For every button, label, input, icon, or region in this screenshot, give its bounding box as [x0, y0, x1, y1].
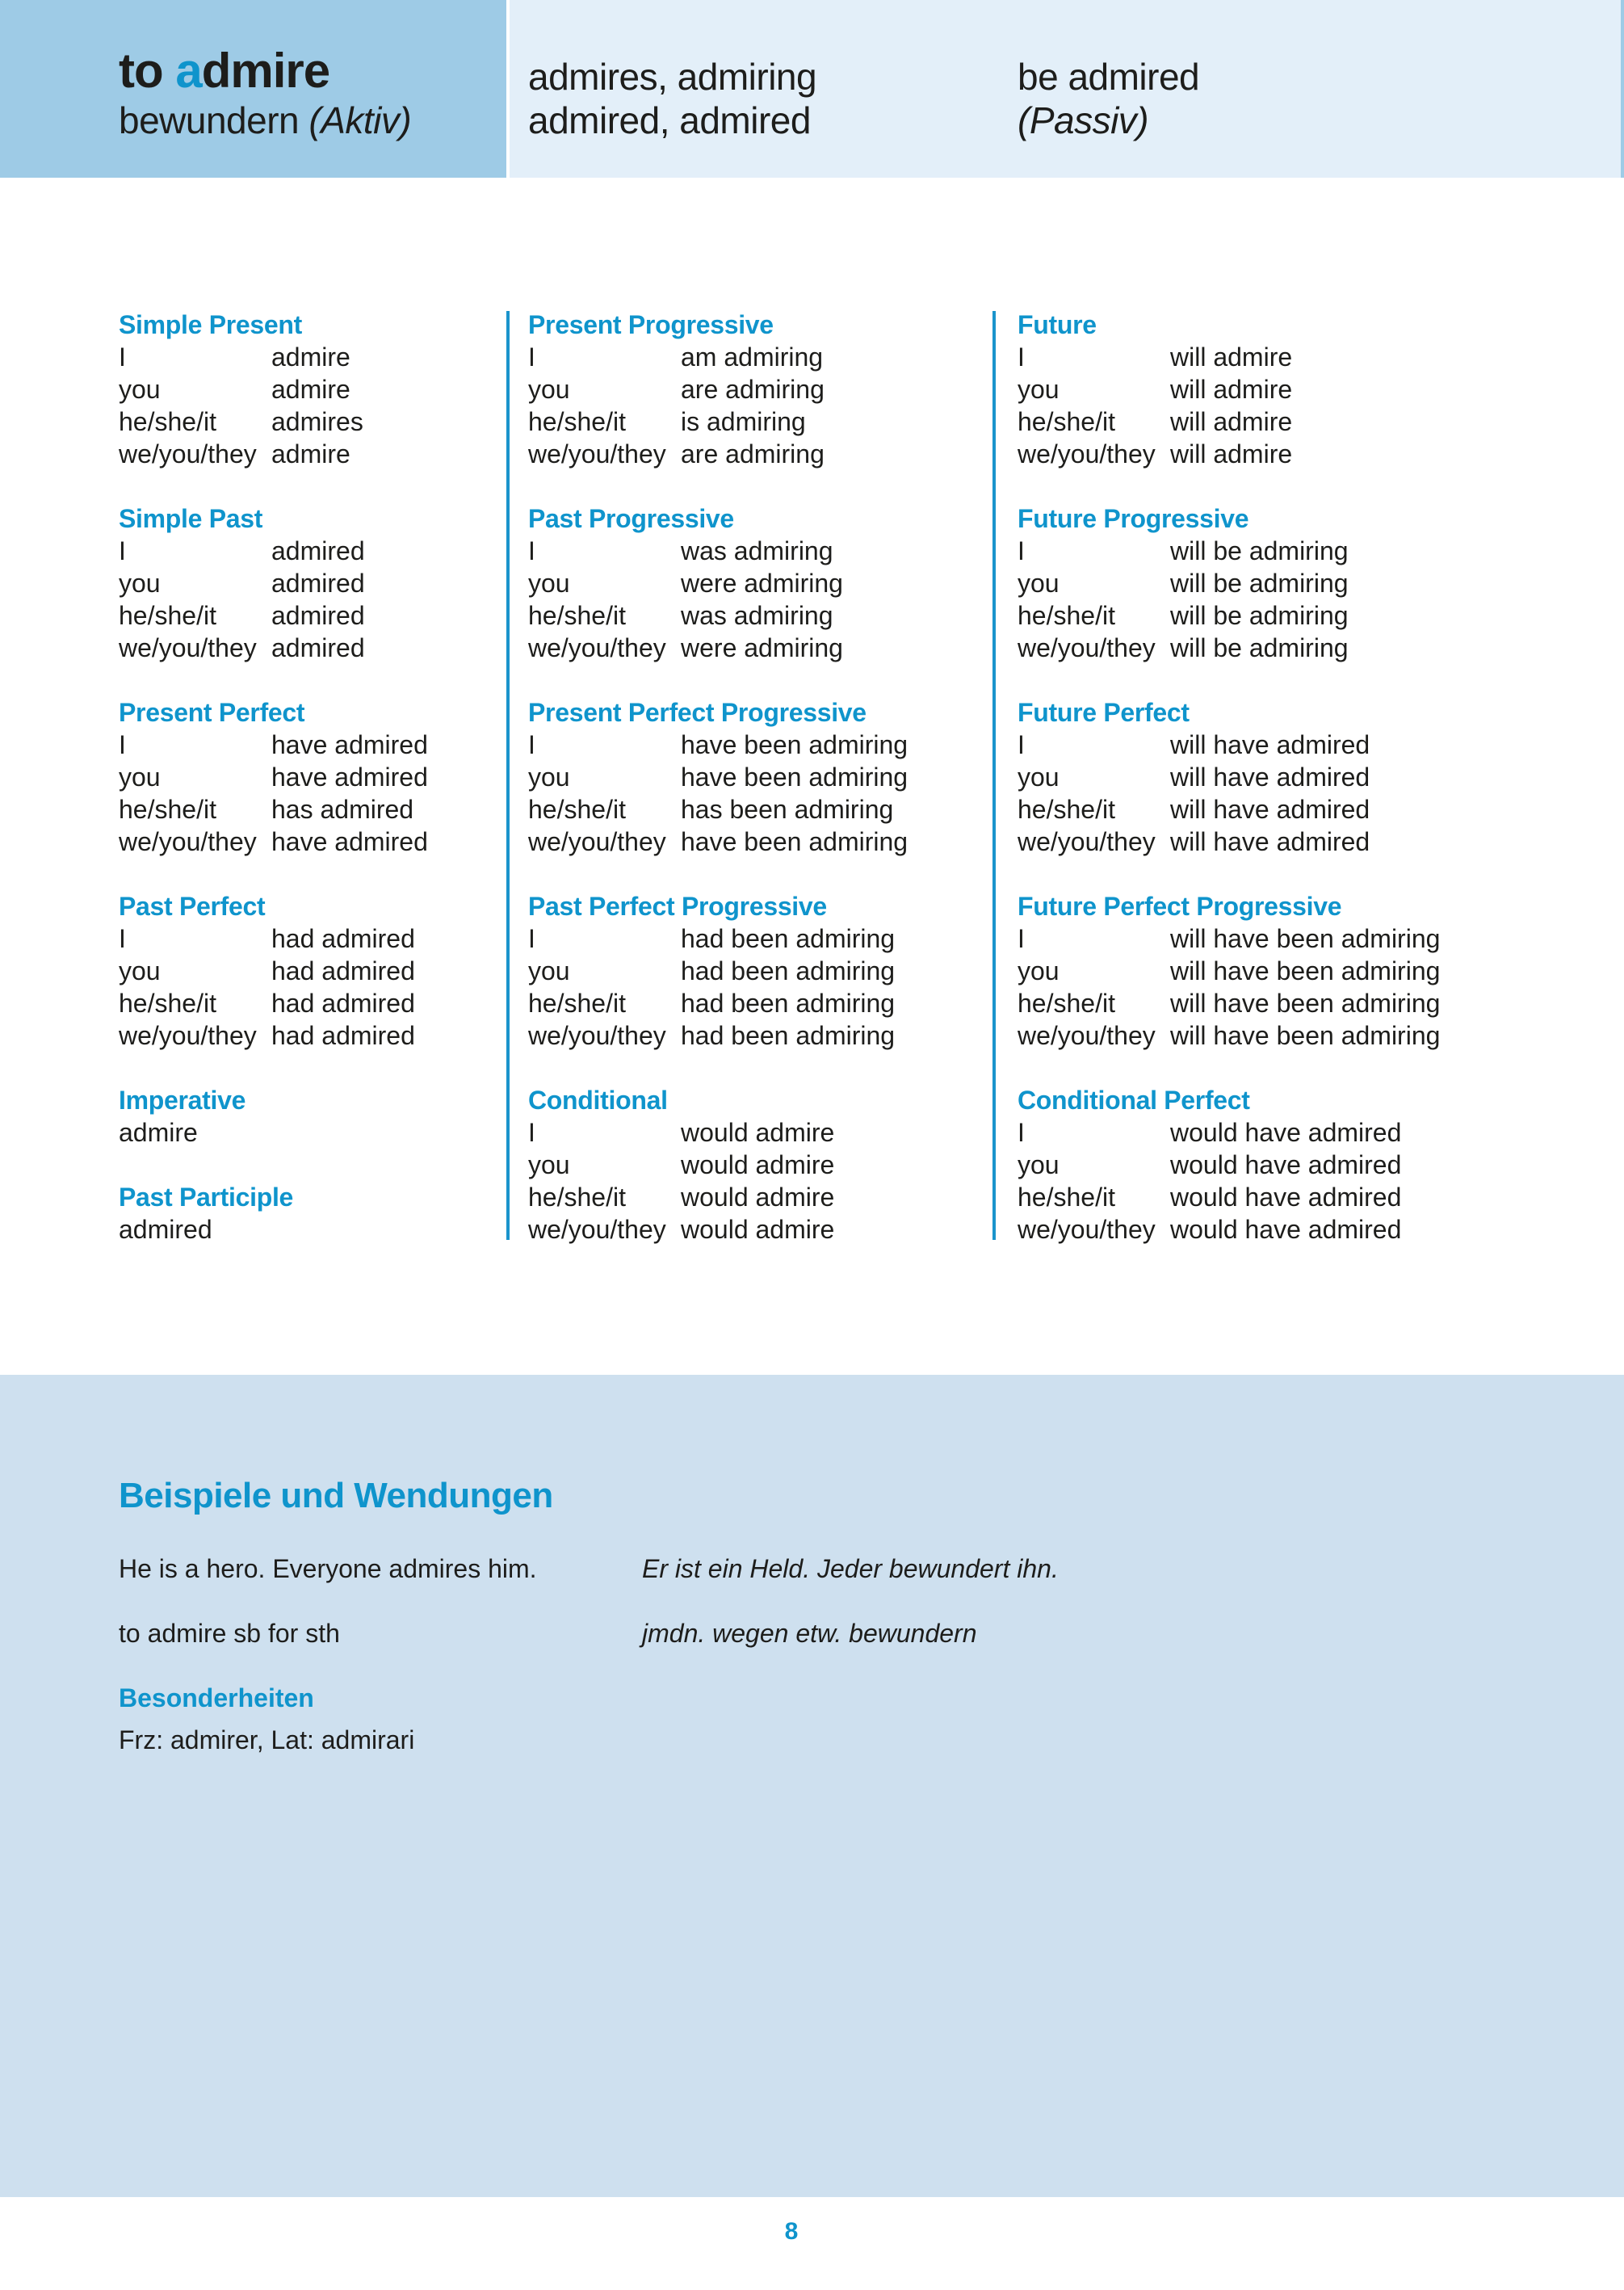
verb-form: had been admiring [681, 1021, 896, 1050]
verb-form: had been admiring [681, 924, 896, 953]
conjugation-row [1018, 1019, 1583, 1052]
conjugation-row [528, 373, 997, 405]
tense-block-imperative [119, 1084, 506, 1149]
tense-title: Future [1018, 310, 1097, 339]
tense-block [528, 890, 997, 1052]
conjugation-row [1018, 341, 1583, 373]
verb-form: admire [271, 439, 350, 469]
conjugation-row [119, 341, 506, 373]
verb-form: will admire [1170, 407, 1293, 436]
pronoun: you [119, 763, 161, 792]
conjugation-row [1018, 632, 1583, 664]
conjugation-row [528, 438, 997, 470]
pronoun: I [528, 924, 535, 953]
tense-title: Past Perfect [119, 892, 266, 921]
tense-title: Past Progressive [528, 504, 734, 533]
pronoun: we/you/they [528, 827, 666, 856]
pronoun: you [528, 1150, 570, 1179]
pronoun: we/you/they [1018, 1021, 1156, 1050]
pronoun: you [1018, 763, 1060, 792]
conjugation-row [528, 1149, 997, 1181]
pronoun: you [528, 763, 570, 792]
pronoun: I [119, 536, 126, 565]
pronoun: he/she/it [1018, 407, 1115, 436]
tense-block [1018, 1084, 1583, 1246]
conjugation-column-1 [119, 309, 506, 1278]
verb-title-rest: dmire [201, 44, 330, 98]
verb-form: have admired [271, 763, 428, 792]
verb-form: was admiring [681, 601, 833, 630]
tense-block [528, 502, 997, 664]
forms-line-2: admired, admired [528, 99, 811, 141]
conjugation-column-2 [528, 309, 997, 1278]
verb-form: had admired [271, 924, 415, 953]
conjugation-row [528, 535, 997, 567]
tense-title: Past Participle [119, 1183, 294, 1212]
verb-form: are admiring [681, 439, 825, 469]
conjugation-row [528, 922, 997, 955]
conjugation-row [528, 1116, 997, 1149]
pronoun: I [119, 730, 126, 759]
pronoun: you [1018, 956, 1060, 985]
verb-form: was admiring [681, 536, 833, 565]
tense-title: Simple Present [119, 310, 303, 339]
conjugation-row [119, 438, 506, 470]
pronoun: we/you/they [1018, 633, 1156, 662]
example-english: to admire sb for sth [119, 1619, 340, 1648]
pronoun: we/you/they [528, 439, 666, 469]
tense-block [119, 890, 506, 1052]
pronoun: he/she/it [119, 601, 216, 630]
pronoun: he/she/it [528, 1183, 626, 1212]
pronoun: we/you/they [119, 827, 257, 856]
pronoun: you [528, 569, 570, 598]
verb-form: had been admiring [681, 956, 896, 985]
conjugation-row [528, 567, 997, 599]
conjugation-row [1018, 793, 1583, 826]
conjugation-row [119, 373, 506, 405]
verb-form: will be admiring [1170, 601, 1349, 630]
conjugation-row [528, 1019, 997, 1052]
verb-form: had admired [271, 956, 415, 985]
conjugation-column-3 [1018, 309, 1583, 1278]
conjugation-row [1018, 987, 1583, 1019]
conjugation-row [1018, 599, 1583, 632]
conjugation-row [528, 761, 997, 793]
verb-form: will be admiring [1170, 536, 1349, 565]
conjugation-row [1018, 1149, 1583, 1181]
pronoun: we/you/they [1018, 439, 1156, 469]
verb-form: will have been admiring [1170, 1021, 1441, 1050]
tense-title: Conditional [528, 1086, 668, 1115]
conjugation-row [119, 535, 506, 567]
tense-block [119, 696, 506, 858]
tense-block [1018, 890, 1583, 1052]
example-english: He is a hero. Everyone admires him. [119, 1554, 537, 1583]
conjugation-row [119, 987, 506, 1019]
conjugation-row [528, 1181, 997, 1213]
conjugation-row [528, 793, 997, 826]
tense-title: Future Progressive [1018, 504, 1249, 533]
conjugation-row [119, 922, 506, 955]
verb-form: will have been admiring [1170, 956, 1441, 985]
pronoun: he/she/it [1018, 989, 1115, 1018]
verb-form: would have admired [1170, 1150, 1402, 1179]
tense-block [528, 1084, 997, 1246]
pronoun: he/she/it [528, 989, 626, 1018]
pronoun: I [1018, 730, 1025, 759]
conjugation-row [1018, 405, 1583, 438]
conjugation-row [119, 729, 506, 761]
tense-title: Present Perfect Progressive [528, 698, 867, 727]
verb-form: admired [271, 601, 365, 630]
pronoun: I [528, 342, 535, 372]
conjugation-row [1018, 1116, 1583, 1149]
special-notes-title: Besonderheiten [119, 1683, 314, 1712]
verb-form: admire [119, 1118, 198, 1147]
tense-title: Conditional Perfect [1018, 1086, 1250, 1115]
conjugation-row [119, 793, 506, 826]
verb-title-accent-letter: a [175, 44, 202, 98]
verb-form: would admire [681, 1118, 835, 1147]
verb-form: have been admiring [681, 730, 909, 759]
tense-block [1018, 696, 1583, 858]
pronoun: you [528, 956, 570, 985]
pronoun: I [1018, 342, 1025, 372]
verb-form: will admire [1170, 375, 1293, 404]
tense-title: Past Perfect Progressive [528, 892, 827, 921]
header-edge-stripe [1621, 0, 1624, 178]
conjugation-row [1018, 438, 1583, 470]
tense-block [1018, 502, 1583, 664]
conjugation-row [528, 1213, 997, 1246]
verb-form: admired [119, 1215, 212, 1244]
verb-form: is admiring [681, 407, 806, 436]
pronoun: we/you/they [1018, 1215, 1156, 1244]
pronoun: he/she/it [1018, 601, 1115, 630]
pronoun: he/she/it [528, 601, 626, 630]
tense-block [528, 309, 997, 470]
conjugation-row [1018, 922, 1583, 955]
verb-form: have admired [271, 730, 428, 759]
conjugation-row [119, 567, 506, 599]
pronoun: we/you/they [119, 439, 257, 469]
pronoun: he/she/it [1018, 795, 1115, 824]
conjugation-row [1018, 729, 1583, 761]
pronoun: he/she/it [119, 795, 216, 824]
verb-translation [119, 99, 411, 142]
tense-title: Simple Past [119, 504, 263, 533]
conjugation-row [119, 1019, 506, 1052]
conjugation-row [119, 405, 506, 438]
pronoun: you [119, 375, 161, 404]
tense-block [528, 696, 997, 858]
pronoun: I [119, 924, 126, 953]
tense-title: Present Perfect [119, 698, 305, 727]
conjugation-row [119, 761, 506, 793]
voice-active-label: (Aktiv) [308, 99, 412, 141]
verb-form: will have been admiring [1170, 989, 1441, 1018]
conjugation-row [1018, 373, 1583, 405]
verb-form: had been admiring [681, 989, 896, 1018]
pronoun: I [119, 342, 126, 372]
translation-text: bewundern [119, 99, 309, 141]
verb-title-prefix: to [119, 44, 176, 98]
conjugation-row [528, 955, 997, 987]
conjugation-row [528, 729, 997, 761]
conjugation-row [528, 405, 997, 438]
conjugation-row [1018, 761, 1583, 793]
conjugation-row [528, 826, 997, 858]
pronoun: we/you/they [528, 1021, 666, 1050]
verb-form: were admiring [681, 569, 843, 598]
examples-title: Beispiele und Wendungen [119, 1476, 553, 1515]
conjugation-row [528, 632, 997, 664]
principal-forms [528, 55, 816, 142]
tense-title: Present Progressive [528, 310, 774, 339]
page-number: 8 [784, 2218, 799, 2245]
verb-form: have been admiring [681, 827, 909, 856]
pronoun: we/you/they [528, 633, 666, 662]
verb-form: will have been admiring [1170, 924, 1441, 953]
verb-form: will be admiring [1170, 569, 1349, 598]
forms-line-1: admires, admiring [528, 56, 817, 98]
conjugation-row [1018, 1213, 1583, 1246]
pronoun: I [1018, 924, 1025, 953]
pronoun: I [528, 536, 535, 565]
pronoun: we/you/they [119, 1021, 257, 1050]
pronoun: we/you/they [1018, 827, 1156, 856]
verb-form: are admiring [681, 375, 825, 404]
tense-title: Imperative [119, 1086, 246, 1115]
verb-form: admired [271, 569, 365, 598]
verb-form: will be admiring [1170, 633, 1349, 662]
conjugation-row [119, 599, 506, 632]
conjugation-row [528, 987, 997, 1019]
example-german: jmdn. wegen etw. bewundern [642, 1619, 977, 1648]
verb-form: admire [271, 342, 350, 372]
tense-block [1018, 309, 1583, 470]
pronoun: you [119, 569, 161, 598]
conjugation-row [1018, 567, 1583, 599]
tense-block [119, 309, 506, 470]
verb-form: have been admiring [681, 763, 909, 792]
pronoun: you [1018, 569, 1060, 598]
tense-block [119, 502, 506, 664]
verb-form: would have admired [1170, 1118, 1402, 1147]
pronoun: I [528, 1118, 535, 1147]
voice-passive-label: (Passiv) [1018, 99, 1149, 141]
verb-form: will have admired [1170, 827, 1370, 856]
verb-form: admire [271, 375, 350, 404]
pronoun: I [1018, 1118, 1025, 1147]
pronoun: he/she/it [528, 407, 626, 436]
verb-form: has been admiring [681, 795, 894, 824]
verb-form: will have admired [1170, 795, 1370, 824]
pronoun: he/she/it [119, 407, 216, 436]
conjugation-row [1018, 826, 1583, 858]
verb-form: would admire [681, 1215, 835, 1244]
column-divider-1 [506, 311, 510, 1240]
verb-form: am admiring [681, 342, 824, 372]
verb-form: will admire [1170, 439, 1293, 469]
tense-title: Future Perfect Progressive [1018, 892, 1342, 921]
verb-form: will have admired [1170, 730, 1370, 759]
pronoun: he/she/it [1018, 1183, 1115, 1212]
conjugation-row [1018, 535, 1583, 567]
tense-block-past-participle [119, 1181, 506, 1246]
pronoun: we/you/they [528, 1215, 666, 1244]
verb-form: had admired [271, 989, 415, 1018]
pronoun: you [119, 956, 161, 985]
verb-form: will admire [1170, 342, 1293, 372]
conjugation-row [1018, 1181, 1583, 1213]
verb-title [119, 45, 329, 97]
verb-form: admired [271, 536, 365, 565]
pronoun: you [1018, 1150, 1060, 1179]
verb-form: would admire [681, 1183, 835, 1212]
conjugation-row [1018, 955, 1583, 987]
verb-form: had admired [271, 1021, 415, 1050]
pronoun: you [1018, 375, 1060, 404]
verb-form: admired [271, 633, 365, 662]
verb-form: would have admired [1170, 1183, 1402, 1212]
verb-form: were admiring [681, 633, 843, 662]
pronoun: he/she/it [119, 989, 216, 1018]
pronoun: you [528, 375, 570, 404]
verb-form: admires [271, 407, 363, 436]
special-notes-text: Frz: admirer, Lat: admirari [119, 1725, 415, 1754]
verb-form: would have admired [1170, 1215, 1402, 1244]
verb-form: have admired [271, 827, 428, 856]
verb-form: has admired [271, 795, 414, 824]
pronoun: he/she/it [528, 795, 626, 824]
verb-form: will have admired [1170, 763, 1370, 792]
tense-title: Future Perfect [1018, 698, 1190, 727]
example-german: Er ist ein Held. Jeder bewundert ihn. [642, 1554, 1059, 1583]
passive-form [1018, 55, 1199, 142]
conjugation-row [528, 341, 997, 373]
pronoun: I [528, 730, 535, 759]
pronoun: we/you/they [119, 633, 257, 662]
conjugation-row [119, 955, 506, 987]
passive-line-1: be admired [1018, 56, 1200, 98]
conjugation-row [119, 826, 506, 858]
conjugation-row [528, 599, 997, 632]
verb-form: would admire [681, 1150, 835, 1179]
conjugation-row [119, 632, 506, 664]
pronoun: I [1018, 536, 1025, 565]
